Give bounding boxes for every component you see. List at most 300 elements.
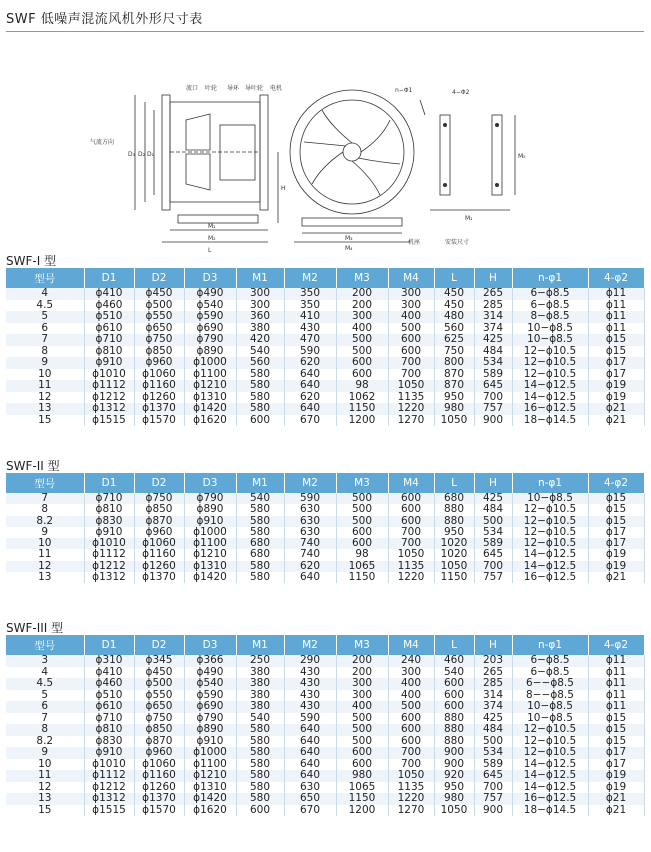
column-header: M1 (236, 473, 284, 493)
dimension-cell: ϕ490 (184, 288, 236, 300)
column-header: L (434, 635, 474, 655)
dimension-cell: ϕ750 (134, 334, 184, 346)
label-guide: 导环 (227, 85, 240, 92)
dimension-cell: ϕ1260 (134, 392, 184, 404)
dimension-cell: ϕ960 (134, 357, 184, 369)
dimension-cell: ϕ1312 (84, 793, 134, 805)
dimension-cell: 200 (336, 300, 388, 312)
dimension-cell: ϕ1010 (84, 538, 134, 549)
dimension-cell: 600 (434, 690, 474, 702)
dimension-cell: ϕ21 (588, 403, 644, 415)
table-row (6, 415, 644, 427)
dimension-cell: 12−ϕ10.5 (512, 724, 588, 736)
column-header: M3 (336, 635, 388, 655)
dimension-cell: 600 (388, 334, 434, 346)
dimension-cell: 500 (336, 516, 388, 527)
dimension-cell: ϕ21 (588, 805, 644, 817)
model-cell: 4 (6, 288, 84, 300)
column-header: H (474, 268, 512, 288)
dimension-cell: ϕ790 (184, 493, 236, 504)
dimension-cell: 12−ϕ10.5 (512, 538, 588, 549)
table-row (6, 770, 644, 782)
dimension-cell: ϕ1060 (134, 538, 184, 549)
dimension-cell: 380 (236, 667, 284, 679)
column-header: M3 (336, 473, 388, 493)
dimension-cell: 590 (284, 346, 336, 358)
label-d1: D₁ (147, 151, 155, 158)
dimension-cell: 620 (284, 357, 336, 369)
dimension-cell: 14−ϕ12.5 (512, 782, 588, 794)
dimension-cell: 625 (434, 334, 474, 346)
dimension-cell: ϕ17 (588, 357, 644, 369)
dimension-cell: 16−ϕ12.5 (512, 793, 588, 805)
dimension-cell: 540 (236, 713, 284, 725)
dimension-cell: 12−ϕ10.5 (512, 369, 588, 381)
dimension-cell: 600 (336, 538, 388, 549)
dimension-cell: 300 (388, 667, 434, 679)
dimension-cell: 98 (336, 380, 388, 392)
dimension-cell: 900 (474, 415, 512, 427)
dimension-cell: 1150 (336, 572, 388, 583)
dimension-cell: ϕ960 (134, 747, 184, 759)
label-h: H (281, 185, 286, 192)
dimension-cell: ϕ710 (84, 493, 134, 504)
dimension-cell: 500 (336, 736, 388, 748)
dimension-cell: 430 (284, 701, 336, 713)
dimension-cell: 6−ϕ8.5 (512, 300, 588, 312)
model-cell: 8 (6, 724, 84, 736)
column-header: D2 (134, 268, 184, 288)
dimension-cell: 1135 (388, 782, 434, 794)
page-title: SWF 低噪声混流风机外形尺寸表 (6, 12, 203, 27)
fan-dimension-drawing (90, 80, 650, 260)
table-row (6, 403, 644, 415)
dimension-cell: ϕ830 (84, 516, 134, 527)
dimension-cell: 750 (434, 346, 474, 358)
dimension-cell: 14−ϕ12.5 (512, 392, 588, 404)
dimension-cell: 200 (336, 667, 388, 679)
dimension-cell: 400 (336, 701, 388, 713)
label-m5: M₅ (518, 153, 526, 160)
model-cell: 12 (6, 782, 84, 794)
dimension-cell: ϕ870 (134, 516, 184, 527)
dimension-cell: ϕ1210 (184, 549, 236, 560)
dimension-cell: ϕ650 (134, 323, 184, 335)
dimension-cell: 500 (336, 713, 388, 725)
dimension-cell: 1270 (388, 415, 434, 427)
model-cell: 9 (6, 357, 84, 369)
dimension-cell: ϕ510 (84, 690, 134, 702)
column-header: M2 (284, 473, 336, 493)
dimension-cell: 500 (336, 724, 388, 736)
dimension-cell: 640 (284, 759, 336, 771)
dimension-cell: 200 (336, 655, 388, 667)
model-cell: 6 (6, 701, 84, 713)
dimension-cell: 1220 (388, 793, 434, 805)
column-header: 4-φ2 (588, 473, 644, 493)
dimension-cell: 680 (236, 538, 284, 549)
dimension-cell: 300 (336, 311, 388, 323)
dimension-cell: ϕ11 (588, 311, 644, 323)
dimension-cell: 425 (474, 334, 512, 346)
dimension-cell: ϕ21 (588, 415, 644, 427)
dimension-cell: 700 (388, 357, 434, 369)
table-row (6, 357, 644, 369)
dimension-cell: 1135 (388, 561, 434, 572)
dimension-cell: ϕ790 (184, 334, 236, 346)
dimension-cell: 580 (236, 504, 284, 515)
dimension-cell: ϕ450 (134, 667, 184, 679)
dimension-cell: 640 (284, 724, 336, 736)
dimension-cell: ϕ1010 (84, 759, 134, 771)
dimension-cell: 1150 (336, 403, 388, 415)
spec-table-type2 (6, 473, 645, 583)
dimension-cell: 640 (284, 380, 336, 392)
model-cell: 13 (6, 403, 84, 415)
dimension-cell: 500 (388, 701, 434, 713)
dimension-cell: 16−ϕ12.5 (512, 572, 588, 583)
dimension-cell: 12−ϕ10.5 (512, 527, 588, 538)
model-cell: 9 (6, 527, 84, 538)
column-header: D3 (184, 268, 236, 288)
dimension-cell: ϕ19 (588, 549, 644, 560)
dimension-cell: ϕ19 (588, 380, 644, 392)
dimension-cell: 265 (474, 288, 512, 300)
dimension-cell: 600 (434, 701, 474, 713)
column-header: 型号 (6, 473, 84, 493)
dimension-cell: 374 (474, 323, 512, 335)
model-cell: 15 (6, 415, 84, 427)
dimension-cell: 640 (284, 572, 336, 583)
dimension-cell: ϕ1212 (84, 561, 134, 572)
dimension-cell: 580 (236, 561, 284, 572)
dimension-cell: ϕ690 (184, 701, 236, 713)
dimension-cell: 757 (474, 572, 512, 583)
label-4-phi2: 4−Φ2 (452, 89, 470, 96)
dimension-cell: 1220 (388, 403, 434, 415)
dimension-cell: 8−ϕ8.5 (512, 311, 588, 323)
table-header-row (6, 635, 644, 655)
dimension-cell: 580 (236, 793, 284, 805)
dimension-cell: 540 (236, 493, 284, 504)
dimension-cell: 640 (284, 403, 336, 415)
model-cell: 8 (6, 504, 84, 515)
dimension-cell: ϕ960 (134, 527, 184, 538)
dimension-cell: ϕ11 (588, 678, 644, 690)
column-header: M4 (388, 268, 434, 288)
column-header: M2 (284, 635, 336, 655)
dimension-cell: ϕ510 (84, 311, 134, 323)
model-cell: 15 (6, 805, 84, 817)
dimension-cell: ϕ1515 (84, 805, 134, 817)
dimension-cell: ϕ1112 (84, 549, 134, 560)
dimension-cell: 10−ϕ8.5 (512, 493, 588, 504)
dimension-cell: 300 (336, 690, 388, 702)
column-header: M4 (388, 473, 434, 493)
dimension-cell: 8−−ϕ8.5 (512, 690, 588, 702)
dimension-cell: 640 (284, 736, 336, 748)
dimension-cell: 1065 (336, 782, 388, 794)
dimension-cell: ϕ590 (184, 690, 236, 702)
dimension-cell: 880 (434, 713, 474, 725)
dimension-cell: ϕ11 (588, 288, 644, 300)
dimension-cell: ϕ810 (84, 724, 134, 736)
dimension-cell: 580 (236, 724, 284, 736)
dimension-cell: 300 (388, 288, 434, 300)
dimension-cell: 620 (284, 561, 336, 572)
dimension-cell: ϕ15 (588, 724, 644, 736)
dimension-cell: ϕ1100 (184, 759, 236, 771)
dimension-cell: 300 (336, 678, 388, 690)
dimension-cell: ϕ1212 (84, 392, 134, 404)
dimension-cell: ϕ650 (134, 701, 184, 713)
dimension-cell: 700 (388, 747, 434, 759)
dimension-cell: ϕ1620 (184, 805, 236, 817)
dimension-cell: ϕ17 (588, 538, 644, 549)
dimension-cell: 700 (388, 759, 434, 771)
dimension-cell: 900 (474, 805, 512, 817)
motor-box (220, 125, 255, 180)
title-divider (6, 31, 644, 32)
dimension-cell: ϕ1620 (184, 415, 236, 427)
dimension-cell: 600 (388, 713, 434, 725)
table-row (6, 380, 644, 392)
label-m1-base: M₁ (465, 215, 473, 222)
dimension-cell: 800 (434, 357, 474, 369)
label-airflow: 气流方向 (90, 139, 115, 146)
dimension-cell: 950 (434, 527, 474, 538)
dimension-cell: 380 (236, 690, 284, 702)
dimension-cell: ϕ500 (134, 678, 184, 690)
dimension-cell: 1050 (388, 380, 434, 392)
dimension-cell: 600 (336, 369, 388, 381)
dimension-cell: ϕ15 (588, 334, 644, 346)
column-header: D1 (84, 635, 134, 655)
dimension-cell: 580 (236, 392, 284, 404)
dimension-cell: 630 (284, 516, 336, 527)
dimension-cell: ϕ1160 (134, 549, 184, 560)
table-row (6, 793, 644, 805)
dimension-cell: 10−ϕ8.5 (512, 334, 588, 346)
dimension-cell: 400 (388, 311, 434, 323)
dimension-cell: ϕ1420 (184, 403, 236, 415)
dimension-cell: 430 (284, 690, 336, 702)
dimension-cell: ϕ11 (588, 701, 644, 713)
model-cell: 3 (6, 655, 84, 667)
dimension-cell: 12−ϕ10.5 (512, 747, 588, 759)
dimension-cell: 757 (474, 793, 512, 805)
dimension-cell: 1270 (388, 805, 434, 817)
column-header: D3 (184, 635, 236, 655)
dimension-cell: 10−ϕ8.5 (512, 701, 588, 713)
dimension-cell: 1050 (434, 561, 474, 572)
dimension-cell: 630 (284, 782, 336, 794)
dimension-cell: 380 (236, 701, 284, 713)
dimension-cell: ϕ366 (184, 655, 236, 667)
label-d2: D₂ (138, 151, 146, 158)
dimension-cell: 920 (434, 770, 474, 782)
table-row (6, 334, 644, 346)
dimension-cell: 10−ϕ8.5 (512, 323, 588, 335)
dimension-cell: ϕ540 (184, 300, 236, 312)
column-header: H (474, 635, 512, 655)
dimension-cell: 425 (474, 493, 512, 504)
column-header: M2 (284, 268, 336, 288)
dimension-cell: 540 (434, 667, 474, 679)
dimension-cell: ϕ15 (588, 713, 644, 725)
dimension-cell: ϕ460 (84, 300, 134, 312)
table-row (6, 747, 644, 759)
dimension-cell: 700 (388, 538, 434, 549)
column-header: M1 (236, 635, 284, 655)
dimension-cell: 484 (474, 724, 512, 736)
model-cell: 4.5 (6, 678, 84, 690)
impeller-blade-upper (186, 114, 210, 150)
dimension-cell: 98 (336, 549, 388, 560)
dimension-cell: 870 (434, 380, 474, 392)
label-mount: 安装尺寸 (445, 239, 470, 246)
column-header: 4-φ2 (588, 268, 644, 288)
dimension-cell: ϕ890 (184, 724, 236, 736)
dimension-cell: 600 (236, 415, 284, 427)
dimension-cell: ϕ1010 (84, 369, 134, 381)
dimension-cell: ϕ830 (84, 736, 134, 748)
dimension-cell: ϕ1100 (184, 538, 236, 549)
label-inlet: 流口 (186, 85, 199, 92)
dimension-cell: 1050 (434, 805, 474, 817)
dimension-cell: 484 (474, 346, 512, 358)
dimension-cell: 500 (336, 346, 388, 358)
dimension-cell: 900 (434, 747, 474, 759)
table-row (6, 678, 644, 690)
dimension-cell: 900 (434, 759, 474, 771)
model-cell: 10 (6, 759, 84, 771)
table-row (6, 655, 644, 667)
dimension-cell: ϕ910 (84, 747, 134, 759)
side-base (178, 215, 258, 223)
dimension-cell: ϕ1112 (84, 380, 134, 392)
dimension-cell: 470 (284, 334, 336, 346)
column-header: M4 (388, 635, 434, 655)
dimension-cell: ϕ15 (588, 346, 644, 358)
inlet-flange (162, 95, 170, 210)
dimension-cell: 580 (236, 527, 284, 538)
column-header: D2 (134, 635, 184, 655)
front-flange-outer (290, 90, 414, 214)
dimension-cell: ϕ11 (588, 690, 644, 702)
dimension-cell: 580 (236, 380, 284, 392)
dimension-cell: 410 (284, 311, 336, 323)
dimension-cell: ϕ19 (588, 392, 644, 404)
dimension-cell: 560 (434, 323, 474, 335)
dimension-cell: 350 (284, 288, 336, 300)
model-cell: 13 (6, 572, 84, 583)
dimension-cell: 12−ϕ10.5 (512, 516, 588, 527)
dimension-cell: ϕ410 (84, 667, 134, 679)
label-m4: M₄ (345, 245, 353, 252)
dimension-cell: 590 (284, 493, 336, 504)
dimension-cell: 360 (236, 311, 284, 323)
dimension-cell: 700 (474, 561, 512, 572)
outlet-flange (260, 95, 268, 210)
dimension-cell: ϕ1310 (184, 782, 236, 794)
front-base (302, 218, 402, 226)
dimension-cell: 680 (236, 549, 284, 560)
dimension-cell: 250 (236, 655, 284, 667)
dimension-cell: 240 (388, 655, 434, 667)
table-row (6, 724, 644, 736)
dimension-cell: ϕ550 (134, 311, 184, 323)
dimension-cell: 700 (474, 392, 512, 404)
dimension-cell: ϕ1212 (84, 782, 134, 794)
dimension-cell: 700 (474, 782, 512, 794)
dimension-cell: 600 (388, 493, 434, 504)
dimension-cell: 18−ϕ14.5 (512, 805, 588, 817)
dimension-cell: 500 (474, 736, 512, 748)
dimension-cell: 200 (336, 288, 388, 300)
dimension-cell: ϕ1112 (84, 770, 134, 782)
dimension-cell: 425 (474, 713, 512, 725)
column-header: 型号 (6, 268, 84, 288)
dimension-cell: 12−ϕ10.5 (512, 346, 588, 358)
dimension-cell: 950 (434, 392, 474, 404)
dimension-cell: 580 (236, 572, 284, 583)
dimension-cell: ϕ15 (588, 504, 644, 515)
dimension-cell: 589 (474, 369, 512, 381)
dimension-cell: 14−ϕ12.5 (512, 770, 588, 782)
dimension-cell: 600 (236, 805, 284, 817)
dimension-cell: 1150 (434, 572, 474, 583)
dimension-cell: 670 (284, 805, 336, 817)
dimension-cell: 670 (284, 415, 336, 427)
dimension-cell: 757 (474, 403, 512, 415)
dimension-cell: 1065 (336, 561, 388, 572)
model-cell: 12 (6, 561, 84, 572)
column-header: H (474, 473, 512, 493)
model-cell: 9 (6, 747, 84, 759)
table-row (6, 701, 644, 713)
dimension-cell: 645 (474, 770, 512, 782)
dimension-cell: 12−ϕ10.5 (512, 736, 588, 748)
dimension-cell: 534 (474, 747, 512, 759)
dimension-cell: 450 (434, 300, 474, 312)
spec-table-type3 (6, 635, 645, 816)
model-cell: 8.2 (6, 736, 84, 748)
label-m2: M₂ (208, 235, 216, 242)
dimension-cell: 870 (434, 369, 474, 381)
dimension-cell: 600 (336, 527, 388, 538)
table-row (6, 805, 644, 817)
model-cell: 11 (6, 380, 84, 392)
dimension-cell: ϕ1312 (84, 403, 134, 415)
dimension-cell: 980 (434, 403, 474, 415)
dimension-cell: ϕ1160 (134, 770, 184, 782)
dimension-cell: ϕ910 (184, 736, 236, 748)
dimension-cell: ϕ690 (184, 323, 236, 335)
model-cell: 8 (6, 346, 84, 358)
model-cell: 7 (6, 713, 84, 725)
dimension-cell: 290 (284, 655, 336, 667)
table-header-row (6, 473, 644, 493)
dimension-cell: 14−ϕ12.5 (512, 549, 588, 560)
dimension-cell: ϕ15 (588, 736, 644, 748)
column-header: M1 (236, 268, 284, 288)
dimension-cell: ϕ1260 (134, 782, 184, 794)
dimension-cell: 400 (336, 323, 388, 335)
table1-label: SWF-I 型 (6, 254, 57, 268)
dimension-cell: ϕ410 (84, 288, 134, 300)
dimension-cell: 645 (474, 549, 512, 560)
